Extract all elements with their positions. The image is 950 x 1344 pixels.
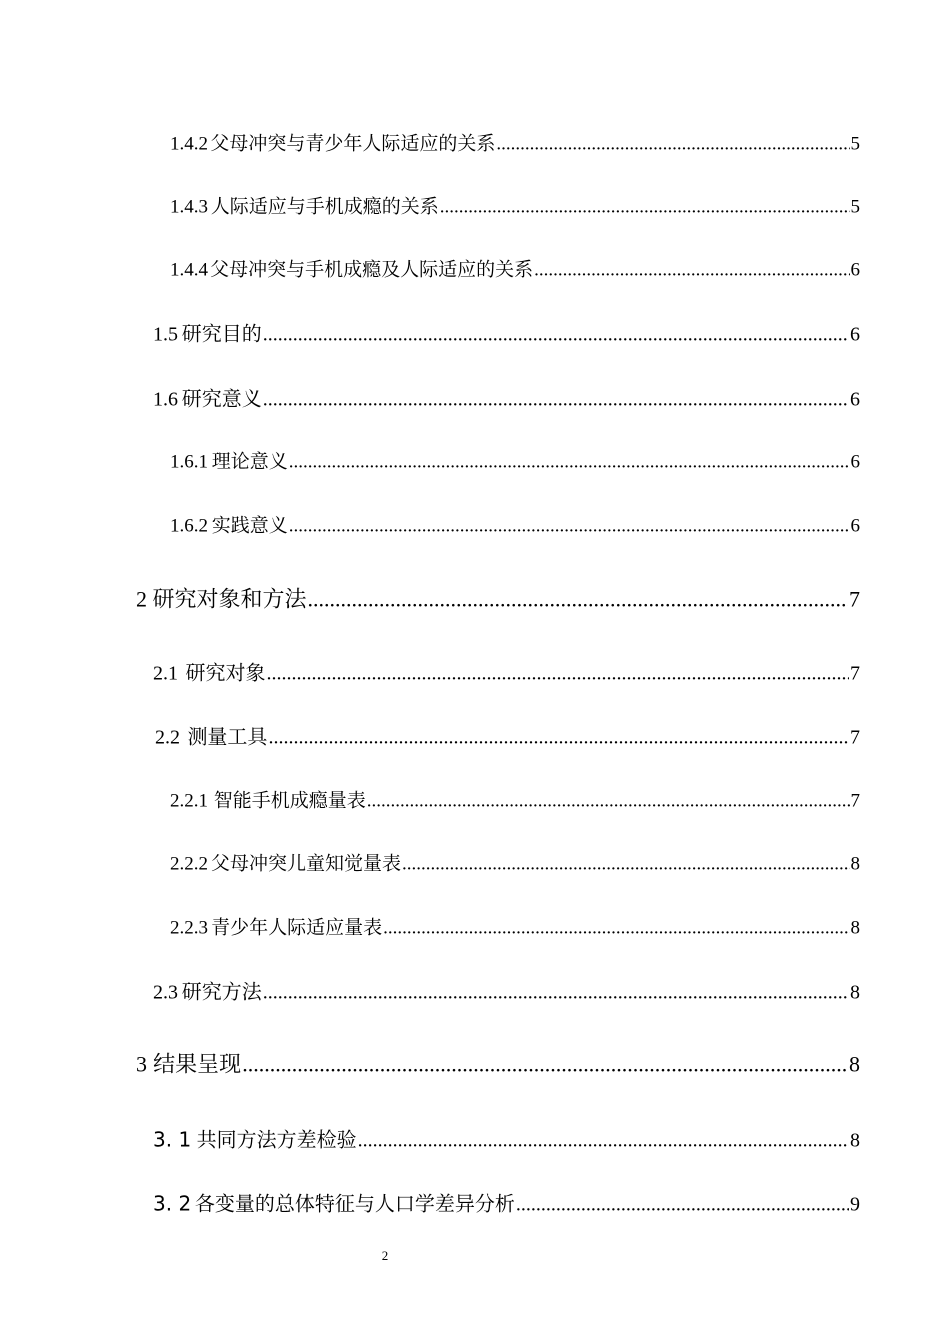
toc-leader-dots xyxy=(516,1194,849,1217)
toc-leader-dots xyxy=(383,918,849,940)
toc-entry-page: 5 xyxy=(850,196,860,218)
toc-entry xyxy=(170,255,860,282)
toc-entry-page: 8 xyxy=(849,1051,860,1077)
toc-leader-dots xyxy=(289,516,850,538)
toc-entry-title: 测量工具 xyxy=(187,724,268,749)
toc-entry xyxy=(153,1124,860,1153)
toc-entry-title: 父母冲突与青少年人际适应的关系 xyxy=(210,132,496,155)
toc-leader-dots xyxy=(308,587,848,613)
toc-entry-number: 2 xyxy=(136,586,147,612)
toc-entry-number: 1.4.2 xyxy=(170,133,208,155)
toc-entry-page: 7 xyxy=(849,586,860,612)
toc-leader-dots xyxy=(242,1052,848,1078)
toc-entry-number: 2.2 xyxy=(155,726,180,749)
toc-leader-dots xyxy=(440,197,850,219)
toc-entry xyxy=(170,129,860,156)
toc-entry xyxy=(170,447,860,474)
toc-entry xyxy=(153,657,860,686)
toc-entry-page: 6 xyxy=(850,259,860,281)
toc-leader-dots xyxy=(263,389,849,412)
toc-entry-number: 2.2.2 xyxy=(170,853,208,875)
toc-leader-dots xyxy=(496,134,849,156)
toc-leader-dots xyxy=(358,1130,849,1153)
toc-leader-dots xyxy=(263,324,849,347)
toc-entry-number: 2.1 xyxy=(153,662,178,685)
toc-entry xyxy=(170,511,860,538)
toc-entry-number: 1.5 xyxy=(153,323,178,346)
toc-entry-number: 3 xyxy=(136,1051,147,1077)
toc-leader-dots xyxy=(367,791,850,813)
toc-entry-page: 6 xyxy=(850,388,860,411)
toc-entry-number: 1.6.2 xyxy=(170,515,208,537)
toc-entry-title: 青少年人际适应量表 xyxy=(211,916,383,939)
toc-entry-title: 共同方法方差检验 xyxy=(196,1127,357,1152)
toc-entry-title: 研究对象和方法 xyxy=(152,587,307,613)
toc-leader-dots xyxy=(263,982,849,1005)
toc-entry-page: 7 xyxy=(850,662,860,685)
toc-entry-title: 智能手机成瘾量表 xyxy=(213,789,366,812)
toc-entry xyxy=(170,913,860,940)
toc-entry-number: 3. 1 xyxy=(153,1127,192,1152)
toc-entry-page: 6 xyxy=(850,323,860,346)
toc-entry-title: 结果呈现 xyxy=(153,1052,242,1078)
toc-entry-number: 2.3 xyxy=(153,981,178,1004)
toc-entry-title: 父母冲突儿童知觉量表 xyxy=(211,852,402,875)
toc-entry-number: 1.6 xyxy=(153,388,178,411)
toc-entry-title: 研究意义 xyxy=(181,386,262,411)
toc-entry-title: 各变量的总体特征与人口学差异分析 xyxy=(194,1191,515,1216)
toc-entry-number: 1.6.1 xyxy=(170,451,208,473)
toc-entry xyxy=(170,786,860,813)
toc-entry xyxy=(170,192,860,219)
toc-entry-page: 8 xyxy=(850,917,860,939)
toc-entry xyxy=(153,976,860,1005)
toc-entry xyxy=(155,721,860,750)
toc-entry-title: 研究目的 xyxy=(181,321,262,346)
toc-leader-dots xyxy=(268,727,849,750)
toc-entry-title: 研究方法 xyxy=(181,979,262,1004)
toc-entry xyxy=(153,318,860,347)
toc-entry-page: 9 xyxy=(850,1193,860,1216)
toc-entry-title: 父母冲突与手机成瘾及人际适应的关系 xyxy=(210,258,534,281)
toc-entry-page: 8 xyxy=(850,853,860,875)
toc-entry-title: 研究对象 xyxy=(185,660,266,685)
toc-entry-page: 7 xyxy=(850,790,860,812)
toc-leader-dots xyxy=(402,854,849,876)
toc-leader-dots xyxy=(534,260,849,282)
toc-entry-number: 2.2.3 xyxy=(170,917,208,939)
toc-entry-title: 实践意义 xyxy=(211,514,288,537)
toc-entry xyxy=(153,1188,860,1217)
toc-entry-page: 7 xyxy=(850,726,860,749)
toc-entry-number: 1.4.3 xyxy=(170,196,208,218)
toc-entry-page: 5 xyxy=(850,133,860,155)
toc-entry-number: 2.2.1 xyxy=(170,790,208,812)
toc-entry-page: 6 xyxy=(850,451,860,473)
toc-entry-page: 6 xyxy=(850,515,860,537)
toc-entry xyxy=(136,1048,860,1079)
toc-leader-dots xyxy=(266,663,849,686)
toc-entry-page: 8 xyxy=(850,981,860,1004)
page-number: 2 xyxy=(381,1248,389,1263)
toc-entry xyxy=(136,583,860,614)
toc-leader-dots xyxy=(289,452,850,474)
toc-entry xyxy=(153,383,860,412)
toc-entry xyxy=(170,849,860,876)
toc-entry-number: 3. 2 xyxy=(153,1191,192,1216)
toc-entry-title: 理论意义 xyxy=(211,450,288,473)
toc-entry-number: 1.4.4 xyxy=(170,259,208,281)
toc-entry-title: 人际适应与手机成瘾的关系 xyxy=(210,195,439,218)
toc-entry-page: 8 xyxy=(850,1129,860,1152)
